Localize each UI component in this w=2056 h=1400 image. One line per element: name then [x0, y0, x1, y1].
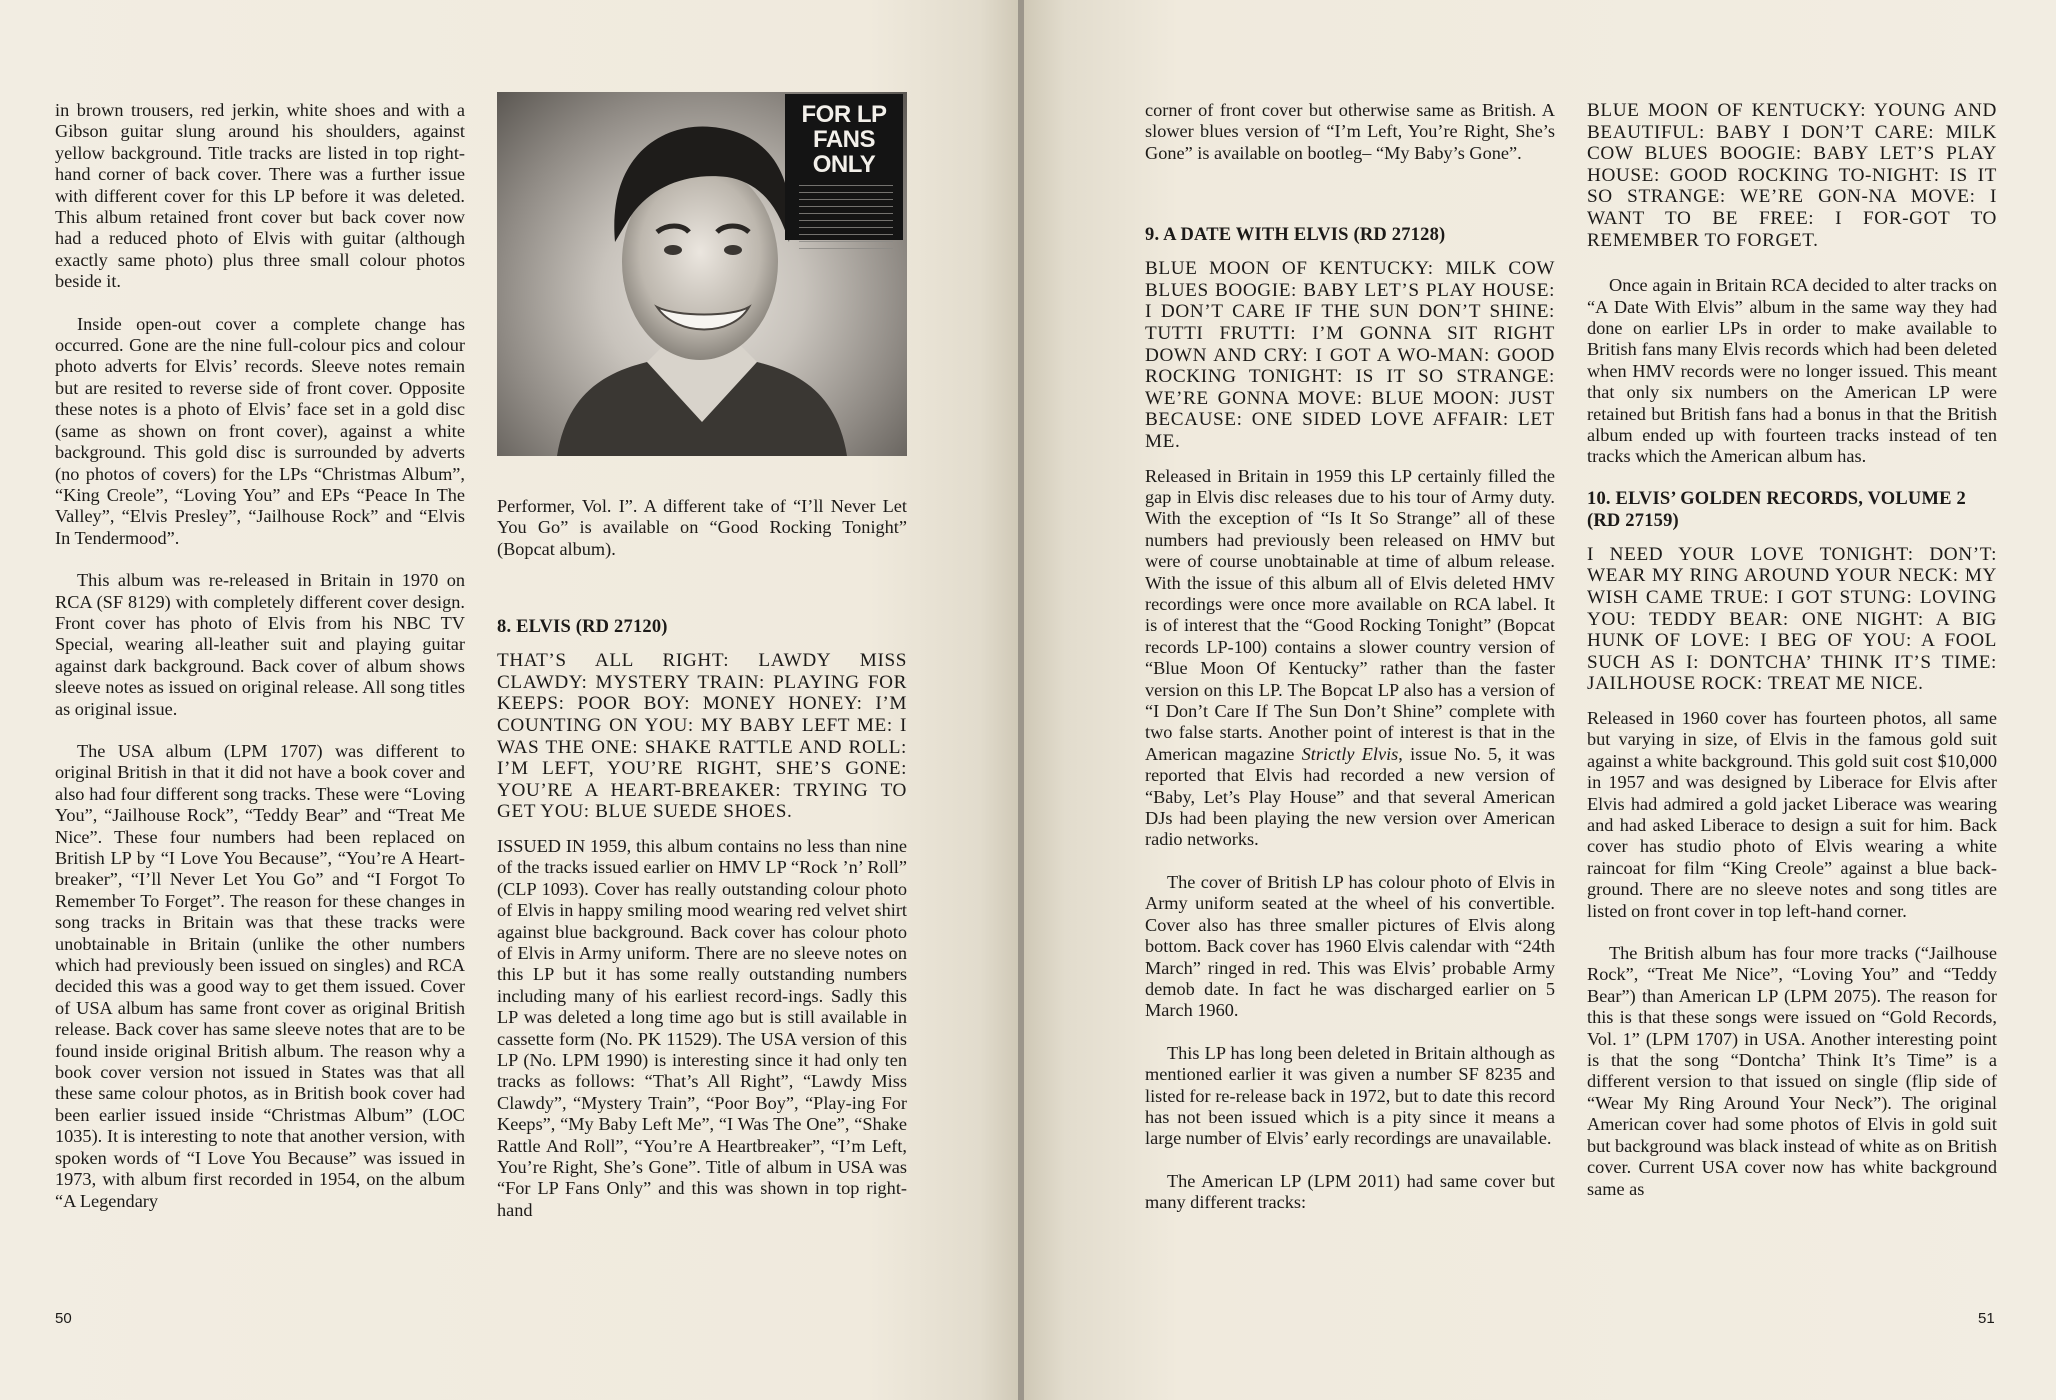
section-heading-10: 10. ELVIS’ GOLDEN RECORDS, VOLUME 2 (RD 27159) — [1587, 488, 1966, 531]
paragraph: The cover of British LP has colour photo of Elvis in Army uniform seated at the wheel of his convertible. Cover also has three smaller pictures of Elvis along bottom. Back cover has 1960 Elvis calendar with “24th March” ringed in red. This was Elvis’ probable Army demob date. In fact he was discharged earlier on 5 March 1960. — [1145, 871, 1555, 1021]
left-page — [0, 0, 1020, 1400]
paragraph: The USA album (LPM 1707) was different to original British in that it did not have a book cover and also had four different song tracks. These were “Loving You”, “Jailhouse Rock”, “Teddy Bear” and “Treat Me Nice”. These four numbers had been replaced on British LP by “I Love You Because”, “You’re A Heart-breaker”, “I’ll Never Let You Go” and “I Forgot To Remember To Forget”. The reason for these changes in song tracks in Britain was that these tracks were unobtainable in Britain (unlike the other numbers which had previously been issued on singles) and RCA decided this was a good way to get them issued. Cover of USA album has same front cover as original British release. Back cover has same sleeve notes that are to be found inside original British album. The reason why a book cover version not issued in States was that all these same colour photos, as in British book cover had been earlier issued inside “Christmas Album” (LOC 1035). It is interesting to note that another version, with spoken words of “I Love You Because” was issued in 1973, with album first recorded in 1954, on the album “A Legendary — [55, 740, 465, 1211]
paragraph: corner of front cover but otherwise same as British. A slower blues version of “I’m Left, You’re Right, She’s Gone” is available on bootleg– “My Baby’s Gone”. — [1145, 100, 1555, 163]
paragraph: This album was re-released in Britain in 1970 on RCA (SF 8129) with completely different cover design. Front cover has photo of Elvis from his NBC TV Special, wearing all-leather suit and playing guitar against dark background. Back cover of album shows sleeve notes as issued on original release. All song titles as original issue. — [55, 570, 465, 719]
text-span: Released in Britain in 1959 this LP certainly filled the gap in Elvis disc releases due to his tour of Army duty. With the exception of “Is It So Strange” all of these numbers had previously been released on HMV but were of course unobtainable at time of album release. With the issue of this album all of Elvis deleted HMV recordings were once more available on RCA label. It is of interest that the “Good Rocking Tonight” (Bopcat records LP-100) contains a slower country version of “Blue Moon Of Kentucky” rather than the faster version on this LP. The Bopcat LP also has a version of “I Don’t Care If The Sun Don’t Shine” complete with two false starts. Another point of interest is that in the American magazine — [1145, 465, 1555, 764]
paragraph: The British album has four more tracks (“Jailhouse Rock”, “Treat Me Nice”, “Loving You” and “Teddy Bear”) than American LP (LPM 2075). The reason for this is that these songs were issued on “Gold Records, Vol. 1” (LPM 1707) in USA. Another interesting point is that the song “Dontcha’ Think It’s Time” is a different version to that issued on single (flip side of “Wear My Ring Around Your Neck”). The original American cover had some photos of Elvis in gold suit but background was black instead of white as on British cover. Current USA cover now has white background same as — [1587, 943, 1997, 1199]
track-list: BLUE MOON OF KENTUCKY: MILK COW BLUES BOOGIE: BABY LET’S PLAY HOUSE: I DON’T CARE IF THE SUN DON’T SHINE: TUTTI FRUTTI: I’M GONNA SIT RIGHT DOWN AND CRY: I GOT A WO-MAN: GOOD ROCKING TONIGHT: IS IT SO STRANGE: WE’RE GONNA MOVE: BLUE MOON: JUST BECAUSE: ONE SIDED LOVE AFFAIR: LET ME. — [1145, 258, 1555, 452]
track-list: THAT’S ALL RIGHT: LAWDY MISS CLAWDY: MYSTERY TRAIN: PLAYING FOR KEEPS: POOR BOY: MONEY HONEY: I’M COUNTING ON YOU: MY BABY LEFT ME: I WAS THE ONE: SHAKE RATTLE AND ROLL: I’M LEFT, YOU’RE RIGHT, SHE’S GONE: YOU’RE A HEART-BREAKER: TRYING TO GET YOU: BLUE SUEDE SHOES. — [497, 650, 907, 823]
badge-title — [785, 102, 903, 177]
left-column-1 — [55, 100, 465, 1233]
section-heading-9: 9. A DATE WITH ELVIS (RD 27128) — [1145, 225, 1446, 246]
paragraph: ISSUED IN 1959, this album contains no less than nine of the tracks issued earlier on HMV LP “Rock ’n’ Roll” (CLP 1093). Cover has really outstanding colour photo of Elvis in happy smiling mood wearing red velvet shirt against blue background. Back cover has colour photo of Elvis in Army uniform. There are no sleeve notes on this LP but it has some really outstanding numbers including many of his earliest record-ings. Sadly this LP was deleted a long time ago but is still available in cassette form (No. PK 11529). The USA version of this LP (No. LPM 1990) is interesting since it had only ten tracks as follows: “That’s All Right”, “Lawdy Miss Clawdy”, “Mystery Train”, “Poor Boy”, “Play-ing For Keeps”, “My Baby Left Me”, “I Was The One”, “Shake Rattle And Roll”, “You’re A Heartbreaker”, “I’m Left, You’re Right, She’s Gone”. Title of album in USA was “For LP Fans Only” and this was shown in top right-hand — [497, 835, 907, 1220]
paragraph: This LP has long been deleted in Britain although as mentioned earlier it was given a number SF 8235 and listed for re-release back in 1972, but to date this record has not been issued which is a pity since it means a large number of Elvis’ early recordings are unavailable. — [1145, 1042, 1555, 1149]
page-number: 51 — [1978, 1310, 1995, 1327]
right-column-2 — [1587, 100, 1997, 1221]
paragraph: Once again in Britain RCA decided to alter tracks on “A Date With Elvis” album in the same way they had done on earlier LPs in order to make available to British fans many Elvis records which had been deleted when HMV records were no longer issued. This meant that only six numbers on the American LP were retained but British fans had a bonus in that the British album ended up with fourteen tracks instead of ten tracks which the American album has. — [1587, 275, 1997, 467]
magazine-title: Strictly Elvis — [1301, 743, 1399, 764]
album-cover-photo — [497, 92, 907, 456]
section-heading-8: 8. ELVIS (RD 27120) — [497, 617, 668, 638]
badge-track-list-lines — [799, 185, 893, 255]
for-lp-fans-only-badge — [785, 94, 903, 240]
track-list: I NEED YOUR LOVE TONIGHT: DON’T: WEAR MY RING AROUND YOUR NECK: MY WISH CAME TRUE: I GOT STUNG: LOVING YOU: TEDDY BEAR: ONE NIGHT: A BIG HUNK OF LOVE: I BEG OF YOU: A FOOL SUCH AS I: DONTCHA’ THINK IT’S TIME: JAILHOUSE ROCK: TREAT ME NICE. — [1587, 543, 1997, 695]
left-column-2 — [497, 496, 907, 1242]
page-number: 50 — [55, 1310, 72, 1327]
paragraph: The American LP (LPM 2011) had same cover but many different tracks: — [1145, 1170, 1555, 1213]
right-column-1 — [1145, 100, 1555, 1235]
paragraph: Inside open-out cover a complete change has occurred. Gone are the nine full-colour pics and colour photo adverts for Elvis’ records. Sleeve notes remain but are resited to reverse side of front cover. Opposite these notes is a photo of Elvis’ face set in a gold disc (same as shown on front cover), against a white background. This gold disc is surrounded by adverts (no photos of covers) for the LPs “Christmas Album”, “King Creole”, “Loving You” and EPs “Peace In The Valley”, “Elvis Presley”, “Jailhouse Rock” and “Elvis In Tendermood”. — [55, 313, 465, 548]
text-span: , issue No. 5, it was reported that Elvis had recorded a new version of “Baby, Let’s Play House” and that several American DJs had been playing the new version over American radio networks. — [1145, 743, 1555, 850]
track-list-continued: BLUE MOON OF KENTUCKY: YOUNG AND BEAUTIFUL: BABY I DON’T CARE: MILK COW BLUES BOOGIE: BABY LET’S PLAY HOUSE: GOOD ROCKING TO-NIGHT: IS IT SO STRANGE: WE’RE GON-NA MOVE: I WANT TO BE FREE: I FOR-GOT TO REMEMBER TO FORGET. — [1587, 100, 1997, 251]
paragraph: Released in 1960 cover has fourteen photos, all same but varying in size, of Elvis in the famous gold suit against a white background. This gold suit cost $10,000 in 1957 and was designed by Liberace for Elvis after Elvis had admired a gold jacket Liberace was wearing and had asked Liberace to design a suit for him. Back cover has studio photo of Elvis wearing a white raincoat for film “King Creole” against a blue back-ground. There are no sleeve notes and song titles are listed on front cover in top left-hand corner. — [1587, 707, 1997, 921]
badge-line-1: FOR LP — [801, 101, 887, 128]
paragraph: in brown trousers, red jerkin, white shoes and with a Gibson guitar slung around his shoulders, against yellow background. Title tracks are listed in top right-hand corner of back cover. There was a further issue with different cover for this LP before it was deleted. This album retained front cover but back cover now had a reduced photo of Elvis with guitar (although exactly same photo) plus three small colour photos beside it. — [55, 100, 465, 292]
paragraph: Performer, Vol. I”. A different take of “I’ll Never Let You Go” is available on “Good Rocking Tonight” (Bopcat album). — [497, 496, 907, 559]
paragraph — [1145, 466, 1555, 851]
badge-line-2: FANS ONLY — [812, 126, 876, 178]
